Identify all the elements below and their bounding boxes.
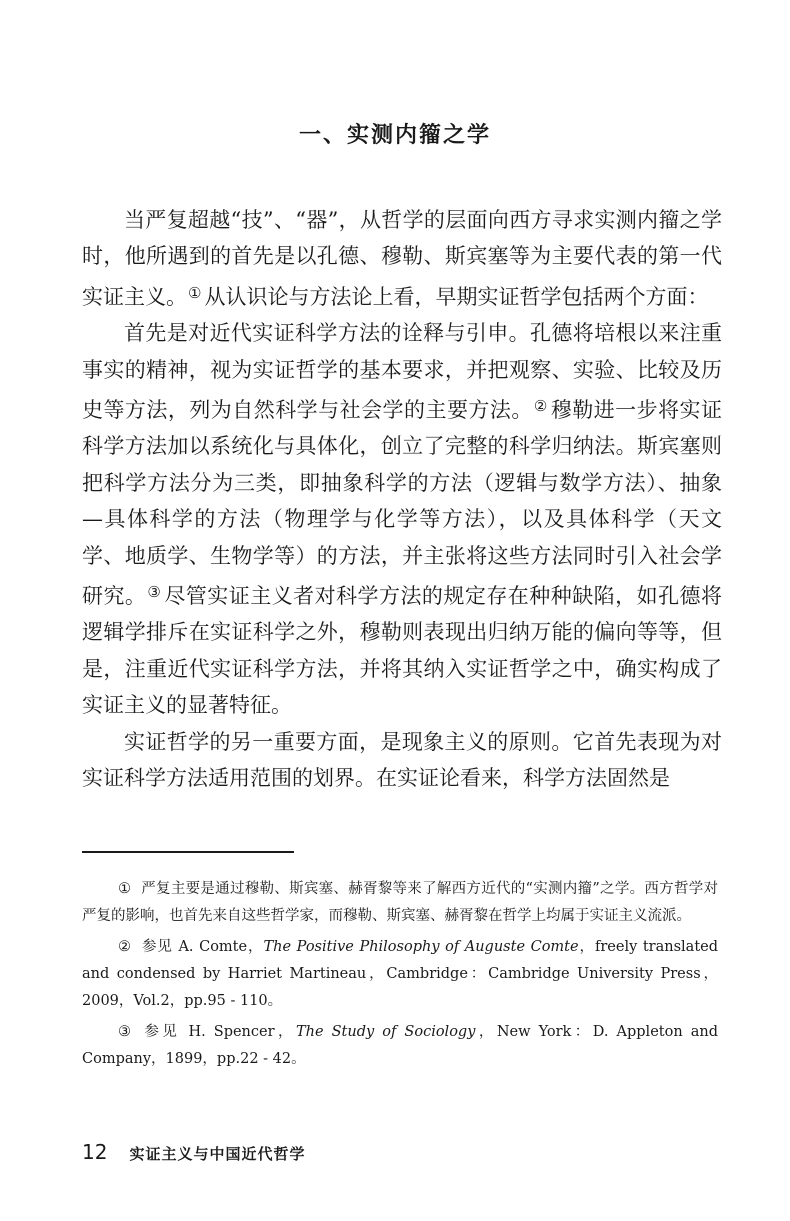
footnote-text-pre: 参见 A. Comte， [141,939,264,955]
footnote-ref-2: ② [533,397,548,416]
footnote-text: 严复主要是通过穆勒、斯宾塞、赫胥黎等来了解西方近代的“实测内籀”之学。西方哲学对严复的影响，也首先来自这些哲学家，而穆勒、斯宾塞、赫胥黎在哲学上均属于实证主义流派。 [82,881,718,924]
paragraph-2 [82,315,722,723]
footnote-2 [82,934,718,1015]
paragraph-1-text-b: 从认识论与方法论上看，早期实证哲学包括两个方面： [204,284,709,309]
footnote-number: ③ [118,1024,135,1040]
footnote-3 [82,1019,718,1073]
footnote-text-pre: 参见 H. Spencer， [144,1024,296,1040]
footnote-book-title: The Study of Sociology [295,1024,476,1040]
footnote-text-post: ，freely translated and condensed by Harriet Martineau，Cambridge：Cambridge University Press，2009，Vol.2，pp.95 - 110。 [82,939,719,1009]
running-title: 实证主义与中国近代哲学 [129,1145,306,1163]
footnote-book-title: The Positive Philosophy of Auguste Comte [263,939,579,955]
footnote-1 [82,876,718,930]
paragraph-1-text-a: 当严复超越“技”、“器”，从哲学的层面向西方寻求实测内籀之学时，他所遇到的首先是以孔德、穆勒、斯宾塞等为主要代表的第一代实证主义。 [82,208,722,309]
body-text [82,202,722,797]
paragraph-2-text-a: 首先是对近代实证科学方法的诠释与引申。孔德将培根以来注重事实的精神，视为实证哲学的基本要求，并把观察、实验、比较及历史等方法，列为自然科学与社会学的主要方法。 [82,321,722,423]
footnote-separator [82,851,294,853]
paragraph-1 [82,202,722,315]
section-title: 一、实测内籀之学 [298,123,491,148]
footnote-number: ① [118,881,132,897]
footnote-ref-3: ③ [147,583,162,602]
paragraph-2-text-c: 尽管实证主义者对科学方法的规定存在种种缺陷，如孔德将逻辑学排斥在实证科学之外，穆勒则表现出归纳万能的偏向等等，但是，注重近代实证科学方法，并将其纳入实证哲学之中，确实构成了实证主义的显著特征。 [82,584,723,718]
paragraph-2-text-b: 穆勒进一步将实证科学方法加以系统化与具体化，创立了完整的科学归纳法。斯宾塞则把科学方法分为三类，即抽象科学的方法（逻辑与数学方法）、抽象—具体科学的方法（物理学与化学等方法），以及具体科学（天文学、地质学、生物学等）的方法，并主张将这些方法同时引入社会学研究。 [82,398,723,609]
footnote-text-post: ，New York：D. Appleton and Company，1899，pp.22 - 42。 [82,1024,718,1067]
page-number: 12 [82,1140,108,1164]
footnote-ref-1: ① [188,283,202,302]
paragraph-3: 实证哲学的另一重要方面，是现象主义的原则。它首先表现为对实证科学方法适用范围的划界。在实证论看来，科学方法固然是 [82,729,722,791]
footnote-number: ② [118,939,132,955]
footnotes [82,876,718,1077]
page-footer [82,1140,305,1168]
